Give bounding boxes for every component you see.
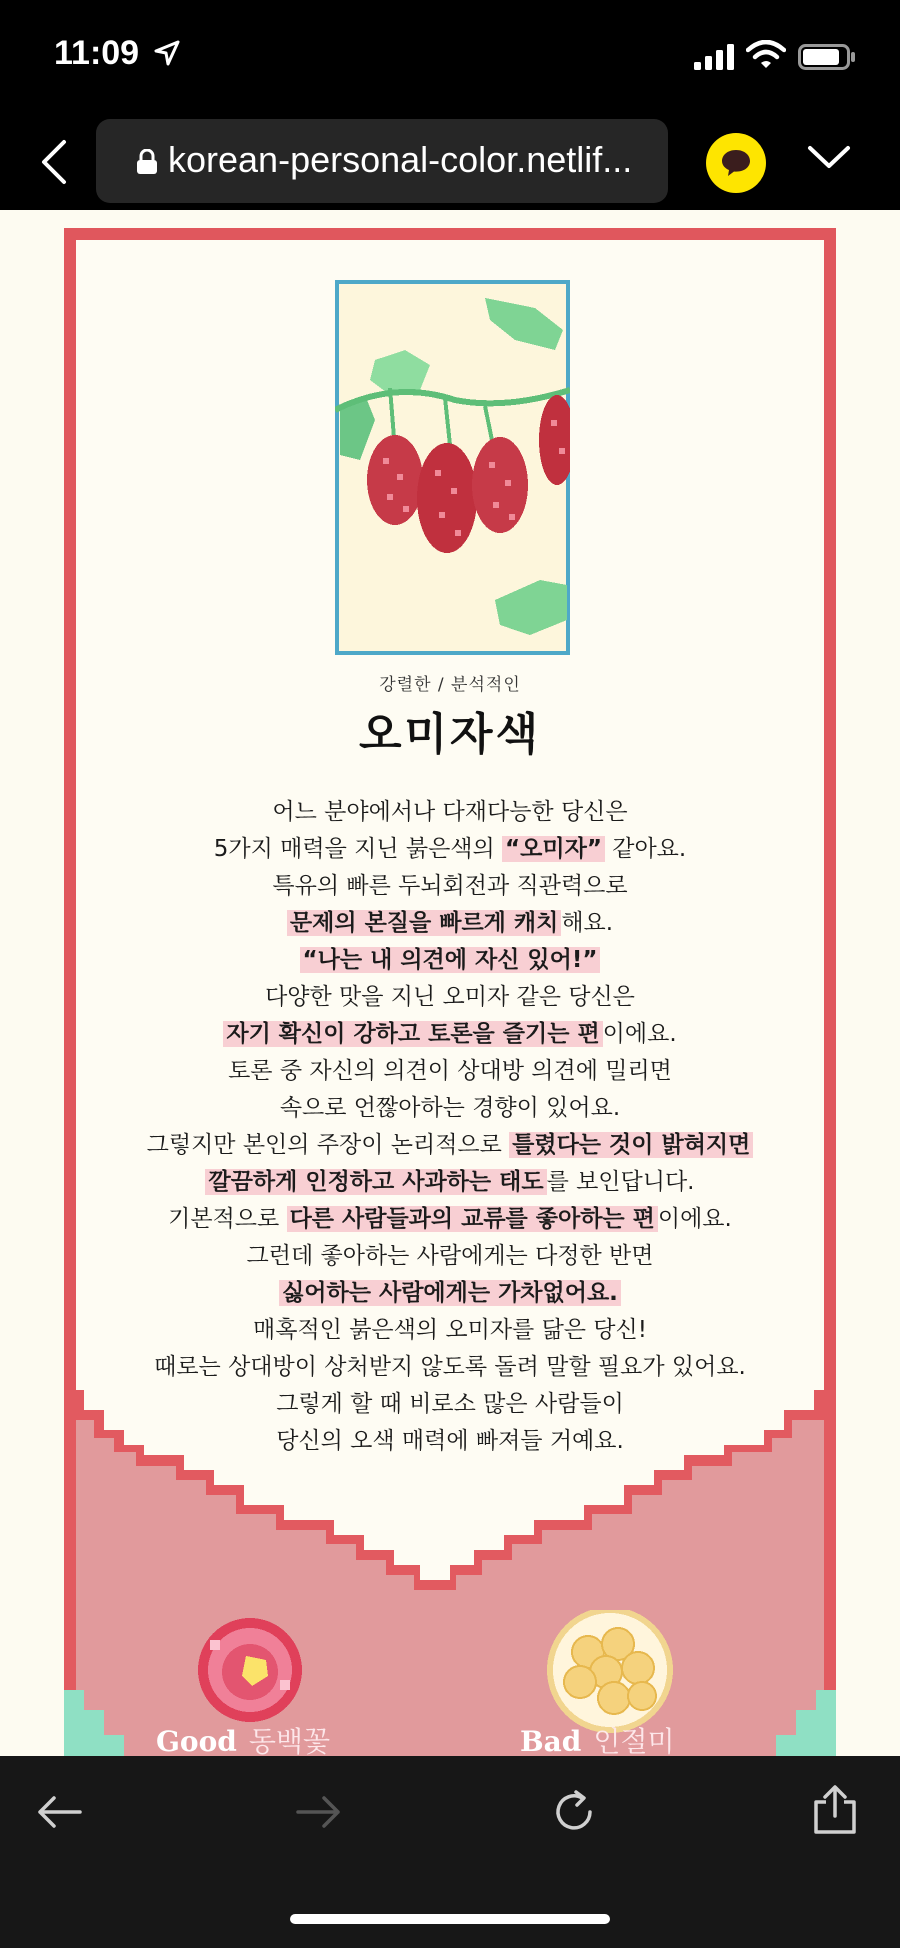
url-field[interactable] xyxy=(96,119,668,203)
highlighted-text: 문제의 본질을 빠르게 캐치 xyxy=(287,910,561,936)
chevron-down-icon[interactable] xyxy=(806,142,852,172)
description-line xyxy=(0,1090,900,1127)
web-content xyxy=(0,210,900,1756)
description-text: 토론 중 자신의 의견이 상대방 의견에 밀리면 xyxy=(228,1058,672,1084)
highlighted-text: 다른 사람들과의 교류를 좋아하는 편 xyxy=(287,1206,658,1232)
description-text: 이에요. xyxy=(602,1021,677,1047)
cellular-signal-icon xyxy=(694,44,736,70)
description-line xyxy=(0,794,900,831)
kakaotalk-icon xyxy=(720,148,752,178)
bad-label: Bad xyxy=(520,1725,582,1756)
description-text: 그런데 좋아하는 사람에게는 다정한 반면 xyxy=(246,1243,654,1269)
highlighted-text: “오미자” xyxy=(502,836,605,862)
omija-illustration xyxy=(335,280,570,655)
bad-item-name: 인절미 xyxy=(593,1725,675,1756)
description-text: 5가지 매력을 지닌 붉은색의 xyxy=(213,836,503,862)
home-indicator xyxy=(290,1914,610,1924)
description-text: 어느 분야에서나 다재다능한 당신은 xyxy=(272,799,628,825)
url-text: korean-personal-color.netlif... xyxy=(168,139,633,180)
description-text: 매혹적인 붉은색의 오미자를 닮은 당신! xyxy=(253,1317,647,1343)
highlighted-text: “나는 내 의견에 자신 있어!” xyxy=(300,947,601,973)
description-line xyxy=(0,1016,900,1053)
result-title: 오미자색 xyxy=(358,709,541,760)
description-line xyxy=(0,979,900,1016)
description-text: 속으로 언짢아하는 경향이 있어요. xyxy=(279,1095,621,1121)
description-text: 같아요. xyxy=(604,836,687,862)
bad-match-label xyxy=(520,1720,675,1756)
back-arrow-icon[interactable] xyxy=(34,1792,84,1832)
browser-toolbar xyxy=(0,1756,900,1948)
description-text: 특유의 빠른 두뇌회전과 직관력으로 xyxy=(272,873,628,899)
description-text: 기본적으로 xyxy=(168,1206,287,1232)
reload-icon[interactable] xyxy=(550,1788,598,1836)
result-subtitle: 강렬한 / 분석적인 xyxy=(379,675,521,695)
battery-icon xyxy=(798,44,856,70)
kakaotalk-share-button[interactable] xyxy=(706,133,766,193)
share-icon[interactable] xyxy=(810,1784,860,1836)
description-text: 때로는 상대방이 상처받지 않도록 돌려 말할 필요가 있어요. xyxy=(154,1354,746,1380)
location-arrow-icon xyxy=(154,40,180,66)
browser-url-bar xyxy=(0,112,900,210)
description-line xyxy=(0,1238,900,1275)
description-text: 다양한 맛을 지닌 오미자 같은 당신은 xyxy=(265,984,635,1010)
description-line xyxy=(0,1053,900,1090)
description-line xyxy=(0,1349,900,1386)
status-bar xyxy=(0,0,900,112)
description-line xyxy=(0,905,900,942)
description-text: 당신의 오색 매력에 빠져들 거예요. xyxy=(276,1428,624,1454)
lock-icon xyxy=(136,149,158,175)
description-line xyxy=(0,1127,900,1164)
description-text: 를 보인답니다. xyxy=(546,1169,695,1195)
forward-arrow-icon[interactable] xyxy=(294,1792,344,1832)
status-time: 11:09 xyxy=(54,34,140,72)
description-line xyxy=(0,868,900,905)
good-label: Good xyxy=(156,1725,237,1756)
highlighted-text: 싫어하는 사람에게는 가차없어요. xyxy=(279,1280,621,1306)
description-text: 그렇게 할 때 비로소 많은 사람들이 xyxy=(276,1391,624,1417)
description-text: 그렇지만 본인의 주장이 논리적으로 xyxy=(146,1132,510,1158)
result-description xyxy=(0,794,900,1460)
highlighted-text: 자기 확신이 강하고 토론을 즐기는 편 xyxy=(223,1021,602,1047)
description-text: 해요. xyxy=(561,910,614,936)
description-line xyxy=(0,1312,900,1349)
description-line xyxy=(0,831,900,868)
highlighted-text: 깔끔하게 인정하고 사과하는 태도 xyxy=(205,1169,546,1195)
description-line xyxy=(0,1164,900,1201)
highlighted-text: 틀렸다는 것이 밝혀지면 xyxy=(509,1132,753,1158)
wifi-icon xyxy=(746,40,786,70)
description-line xyxy=(0,1275,900,1312)
good-item-name: 동백꽃 xyxy=(248,1725,330,1756)
description-line xyxy=(0,942,900,979)
description-line xyxy=(0,1201,900,1238)
back-chevron-icon[interactable] xyxy=(34,134,74,190)
good-match-label xyxy=(156,1720,330,1756)
description-text: 이에요. xyxy=(657,1206,732,1232)
